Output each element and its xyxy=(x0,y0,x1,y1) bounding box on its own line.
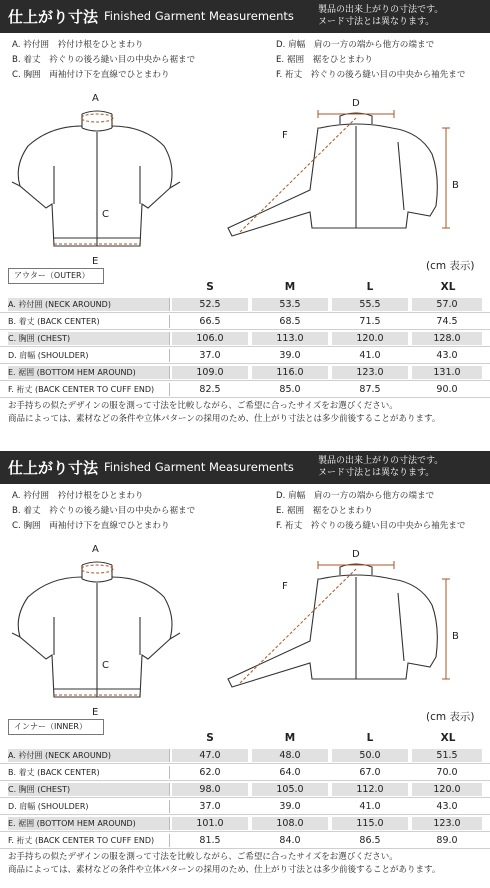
header-bar xyxy=(0,451,490,484)
table-row xyxy=(0,347,490,364)
back-jacket-drawing xyxy=(228,564,437,687)
table-cell: 101.0 xyxy=(172,817,248,830)
diagram-letter-e: E xyxy=(92,256,99,266)
table-tag-outer: アウター（OUTER） xyxy=(8,268,104,284)
unit-label: (cm 表示) xyxy=(426,260,475,272)
diagram-letter-e: E xyxy=(92,707,99,717)
table-cell: 55.5 xyxy=(332,298,408,311)
table-cell: 47.0 xyxy=(172,749,248,762)
table-cell: 57.0 xyxy=(412,298,482,311)
table-cell: 53.5 xyxy=(252,298,328,311)
table-cell: 52.5 xyxy=(172,298,248,311)
size-header-s: S xyxy=(206,732,214,744)
size-header-xl: XL xyxy=(440,732,456,744)
table-cell: 43.0 xyxy=(436,801,458,812)
table-cell: 39.0 xyxy=(279,350,301,361)
table-cell: 89.0 xyxy=(436,835,458,846)
diagram-letter-a: A xyxy=(92,544,99,555)
size-header-xl: XL xyxy=(440,281,456,293)
table-row xyxy=(0,364,490,381)
table-cell: 66.5 xyxy=(199,316,221,327)
title-en: Finished Garment Measurements xyxy=(104,9,294,23)
legend-item-e: E. 裾囲 裾をひとまわり xyxy=(276,55,373,65)
table-cell: 81.5 xyxy=(199,835,221,846)
footnote-line-2: 商品によっては、素材などの条件や立体パターンの採用のため、仕上がり寸法とは多少前後することがあります。 xyxy=(8,414,441,424)
title-ja: 仕上がり寸法 xyxy=(8,459,99,477)
legend-item-c: C. 胸囲 両袖付け下を直線でひとまわり xyxy=(12,70,170,80)
title-en: Finished Garment Measurements xyxy=(104,460,294,474)
row-label: E. 裾囲 (BOTTOM HEM AROUND) xyxy=(8,817,170,830)
legend-item-f: F. 裄丈 衿ぐりの後ろ縫い目の中央から袖先まで xyxy=(276,70,466,80)
table-cell: 43.0 xyxy=(436,350,458,361)
legend-right xyxy=(276,489,466,534)
legend-item-e: E. 裾囲 裾をひとまわり xyxy=(276,506,373,516)
legend-item-a: A. 衿付囲 衿付け根をひとまわり xyxy=(12,491,144,501)
footnote-line-1: お手持ちの似たデザインの服を測って寸法を比較しながら、ご希望に合ったサイズをお選びください。 xyxy=(8,852,398,862)
table-cell: 87.5 xyxy=(359,384,381,395)
diagram-letter-d: D xyxy=(352,549,360,560)
row-label: F. 裄丈 (BACK CENTER TO CUFF END) xyxy=(8,383,170,396)
table-cell: 120.0 xyxy=(332,332,408,345)
row-label: A. 衿付囲 (NECK AROUND) xyxy=(8,749,170,762)
table-cell: 41.0 xyxy=(359,350,381,361)
legend-item-f: F. 裄丈 衿ぐりの後ろ縫い目の中央から袖先まで xyxy=(276,521,466,531)
diagram-letter-f: F xyxy=(282,130,288,141)
legend-left xyxy=(12,38,195,83)
table-cell: 123.0 xyxy=(412,817,482,830)
size-header-l: L xyxy=(366,281,374,293)
legend-item-c: C. 胸囲 両袖付け下を直線でひとまわり xyxy=(12,521,170,531)
legend-item-b: B. 着丈 衿ぐりの後ろ縫い目の中央から裾まで xyxy=(12,55,196,65)
table-cell: 86.5 xyxy=(359,835,381,846)
table-row xyxy=(0,798,490,815)
table-cell: 109.0 xyxy=(172,366,248,379)
table-cell: 98.0 xyxy=(172,783,248,796)
table-cell: 41.0 xyxy=(359,801,381,812)
outer-measurement-sheet xyxy=(0,0,490,437)
table-cell: 74.5 xyxy=(436,316,458,327)
diagram-letter-b: B xyxy=(452,180,459,191)
table-row xyxy=(0,330,490,347)
diagram-letter-f: F xyxy=(282,581,288,592)
table-row xyxy=(0,781,490,798)
table-cell: 50.0 xyxy=(332,749,408,762)
footnote xyxy=(8,400,440,426)
legend-item-d: D. 肩幅 肩の一方の端から他方の端まで xyxy=(276,40,435,50)
table-tag-inner: インナー（INNER） xyxy=(8,719,104,735)
outer-size-table xyxy=(0,296,490,398)
table-cell: 128.0 xyxy=(412,332,482,345)
table-cell: 123.0 xyxy=(332,366,408,379)
table-row xyxy=(0,764,490,781)
footnote xyxy=(8,851,440,877)
row-label: D. 肩幅 (SHOULDER) xyxy=(8,800,170,813)
table-cell: 51.5 xyxy=(412,749,482,762)
garment-diagram xyxy=(0,537,490,717)
header-note xyxy=(318,4,443,28)
table-cell: 113.0 xyxy=(252,332,328,345)
diagram-letter-d: D xyxy=(352,98,360,109)
garment-diagram xyxy=(0,86,490,266)
row-label: E. 裾囲 (BOTTOM HEM AROUND) xyxy=(8,366,170,379)
table-cell: 120.0 xyxy=(412,783,482,796)
table-cell: 90.0 xyxy=(436,384,458,395)
size-header-row xyxy=(0,732,490,746)
table-cell: 48.0 xyxy=(252,749,328,762)
row-label: D. 肩幅 (SHOULDER) xyxy=(8,349,170,362)
table-cell: 131.0 xyxy=(412,366,482,379)
diagram-letter-a: A xyxy=(92,93,99,104)
footnote-line-2: 商品によっては、素材などの条件や立体パターンの採用のため、仕上がり寸法とは多少前後することがあります。 xyxy=(8,865,441,875)
back-jacket-drawing xyxy=(228,113,437,236)
header-note xyxy=(318,455,443,479)
legend-item-a: A. 衿付囲 衿付け根をひとまわり xyxy=(12,40,144,50)
header-note-line-1: 製品の出来上がりの寸法です。 xyxy=(318,456,444,466)
table-cell: 37.0 xyxy=(199,801,221,812)
inner-measurement-sheet xyxy=(0,451,490,888)
table-cell: 37.0 xyxy=(199,350,221,361)
header-note-line-2: ヌード寸法とは異なります。 xyxy=(318,468,435,478)
table-cell: 105.0 xyxy=(252,783,328,796)
diagram-letter-c: C xyxy=(102,660,109,671)
size-header-l: L xyxy=(366,732,374,744)
table-row xyxy=(0,313,490,330)
table-cell: 39.0 xyxy=(279,801,301,812)
header-bar xyxy=(0,0,490,33)
unit-label: (cm 表示) xyxy=(426,711,475,723)
table-cell: 67.0 xyxy=(359,767,381,778)
table-cell: 85.0 xyxy=(279,384,301,395)
front-jacket-drawing xyxy=(12,562,180,697)
table-cell: 108.0 xyxy=(252,817,328,830)
row-label: F. 裄丈 (BACK CENTER TO CUFF END) xyxy=(8,834,170,847)
table-cell: 115.0 xyxy=(332,817,408,830)
size-header-row xyxy=(0,281,490,295)
table-row xyxy=(0,815,490,832)
inner-size-table xyxy=(0,747,490,849)
legend-item-b: B. 着丈 衿ぐりの後ろ縫い目の中央から裾まで xyxy=(12,506,196,516)
table-cell: 112.0 xyxy=(332,783,408,796)
size-header-m: M xyxy=(284,281,296,293)
header-note-line-2: ヌード寸法とは異なります。 xyxy=(318,17,435,27)
footnote-line-1: お手持ちの似たデザインの服を測って寸法を比較しながら、ご希望に合ったサイズをお選びください。 xyxy=(8,401,398,411)
row-label: C. 胸囲 (CHEST) xyxy=(8,332,170,345)
table-row xyxy=(0,747,490,764)
row-label: C. 胸囲 (CHEST) xyxy=(8,783,170,796)
table-cell: 64.0 xyxy=(279,767,301,778)
table-row xyxy=(0,381,490,398)
size-header-s: S xyxy=(206,281,214,293)
row-label: B. 着丈 (BACK CENTER) xyxy=(8,315,170,328)
table-cell: 70.0 xyxy=(436,767,458,778)
table-row xyxy=(0,296,490,313)
diagram-letter-c: C xyxy=(102,209,109,220)
diagram-letter-b: B xyxy=(452,631,459,642)
legend-item-d: D. 肩幅 肩の一方の端から他方の端まで xyxy=(276,491,435,501)
row-label: B. 着丈 (BACK CENTER) xyxy=(8,766,170,779)
legend-left xyxy=(12,489,195,534)
table-cell: 62.0 xyxy=(199,767,221,778)
title-ja: 仕上がり寸法 xyxy=(8,8,99,26)
header-note-line-1: 製品の出来上がりの寸法です。 xyxy=(318,5,444,15)
table-cell: 84.0 xyxy=(279,835,301,846)
table-cell: 68.5 xyxy=(279,316,301,327)
legend-right xyxy=(276,38,466,83)
table-row xyxy=(0,832,490,849)
table-cell: 71.5 xyxy=(359,316,381,327)
table-cell: 116.0 xyxy=(252,366,328,379)
table-cell: 82.5 xyxy=(199,384,221,395)
front-jacket-drawing xyxy=(12,111,180,246)
row-label: A. 衿付囲 (NECK AROUND) xyxy=(8,298,170,311)
table-cell: 106.0 xyxy=(172,332,248,345)
size-header-m: M xyxy=(284,732,296,744)
